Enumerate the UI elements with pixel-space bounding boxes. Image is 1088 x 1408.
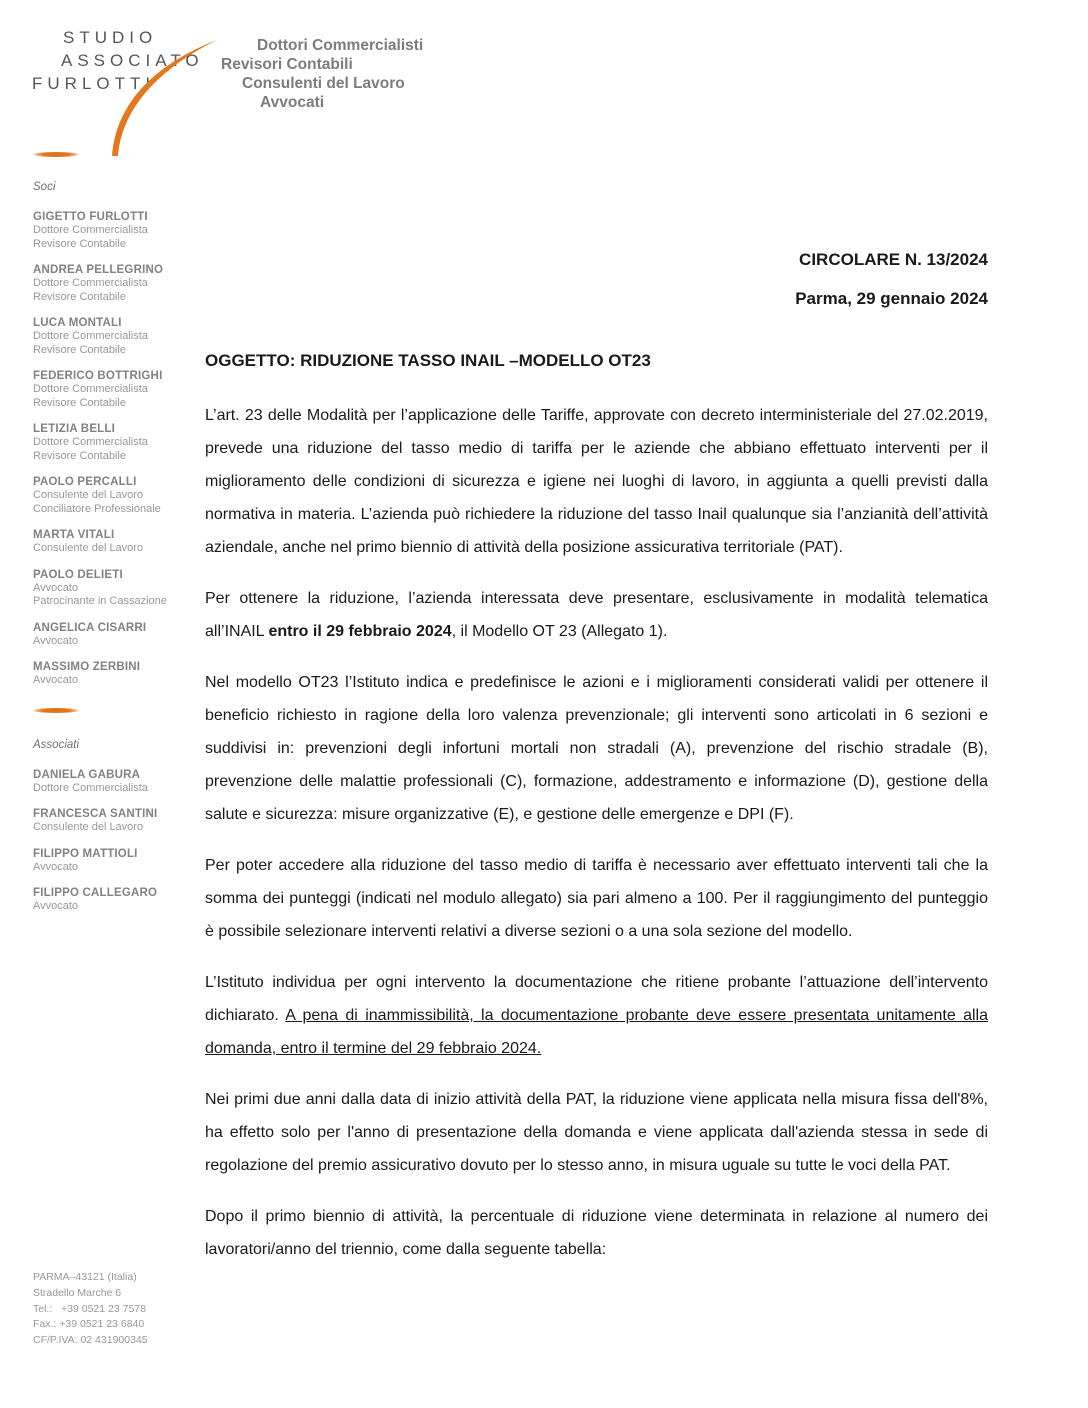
service-line: Avvocati — [260, 94, 325, 111]
member-name: PAOLO DELIETI — [33, 568, 123, 581]
member-role: Conciliatore Professionale — [33, 502, 161, 515]
member-role: Avvocato — [33, 581, 79, 594]
sidebar-member — [33, 660, 198, 688]
sidebar-member — [33, 422, 198, 463]
orange-divider — [33, 152, 79, 157]
sidebar-member — [33, 768, 198, 796]
member-role: Revisore Contabile — [33, 449, 126, 462]
member-name: ANDREA PELLEGRINO — [33, 264, 164, 276]
logo-line: STUDIO — [63, 28, 158, 47]
swoosh-path — [112, 40, 217, 156]
text-segment: , il Modello OT 23 (Allegato 1). — [451, 623, 668, 640]
paragraph — [205, 966, 988, 1065]
member-role: Avvocato — [33, 674, 79, 686]
sidebar-member — [33, 369, 198, 410]
sidebar-member — [33, 210, 198, 251]
member-name: FILIPPO MATTIOLI — [33, 847, 138, 860]
member-role: Revisore Contabile — [33, 237, 126, 250]
sidebar-member — [33, 621, 198, 649]
logo-swoosh-icon — [107, 34, 222, 162]
member-role: Revisore Contabile — [33, 343, 126, 356]
sidebar-member — [33, 847, 198, 875]
address-line: Tel.: +39 0521 23 7578 — [33, 1302, 146, 1315]
member-name: GIGETTO FURLOTTI — [33, 211, 148, 223]
member-name: LETIZIA BELLI — [33, 423, 116, 435]
sidebar-member — [33, 528, 198, 556]
sidebar-member — [33, 475, 198, 516]
member-name: LUCA MONTALI — [33, 317, 122, 329]
orange-divider — [33, 708, 79, 713]
paragraph — [205, 1200, 988, 1266]
studio-logo — [32, 26, 232, 95]
address-line: PARMA–43121 (Italia) — [33, 1271, 137, 1283]
text-segment: L’Istituto individua per ogni intervento la documentazione che ritiene probante l’attuazione dell’intervento dichiarato. — [205, 974, 988, 1024]
member-role: Consulente del Lavoro — [33, 489, 144, 501]
paragraph — [205, 849, 988, 948]
member-name: ANGELICA CISARRI — [33, 621, 147, 634]
member-name: DANIELA GABURA — [33, 768, 141, 781]
member-name: FEDERICO BOTTRIGHI — [33, 370, 163, 382]
letter-body — [205, 250, 988, 1284]
member-role: Dottore Commercialista — [33, 330, 148, 342]
sidebar-member — [33, 568, 198, 609]
associati-list — [33, 768, 198, 914]
member-name: MARTA VITALI — [33, 529, 115, 541]
sidebar-member — [33, 316, 198, 357]
member-role: Consulente del Lavoro — [33, 821, 144, 833]
member-name: FILIPPO CALLEGARO — [33, 887, 158, 899]
text-segment: Nel modello OT23 l’Istituto indica e predefinisce le azioni e i miglioramenti considerati validi per ottenere il beneficio richiesto in ragione della loro valenza prevenzionale; gli interventi sono articolati in 6 sezioni e suddivisi in: prevenzioni degli infortuni mortali non stradali (A), prevenzione del rischio stradale (B), prevenzione delle malattie professionali (C), formazione, addestramento e informazione (D), gestione della salute e sicurezza: misure organizzative (E), e gestione delle emergenze e DPI (F). — [205, 674, 988, 823]
member-name: FRANCESCA SANTINI — [33, 808, 158, 820]
address-line: Fax.: +39 0521 23 6840 — [33, 1318, 145, 1331]
address-line: Stradello Marche 6 — [33, 1286, 122, 1299]
member-role: Dottore Commercialista — [33, 436, 148, 448]
text-segment: Per ottenere la riduzione, l’azienda interessata deve presentare, esclusivamente in modalità telematica all’INAIL — [205, 590, 988, 640]
paragraphs — [205, 399, 988, 1266]
subject-line: OGGETTO: RIDUZIONE TASSO INAIL –MODELLO OT23 — [205, 351, 651, 370]
text-segment: A pena di inammissibilità, la documentazione probante deve essere presentata unitamente alla domanda, entro il termine del 29 febbraio 2024. — [205, 1007, 988, 1057]
date-line: Parma, 29 gennaio 2024 — [795, 289, 988, 308]
paragraph — [205, 582, 988, 648]
soci-list — [33, 210, 198, 688]
services-list — [221, 36, 423, 112]
member-role: Dottore Commercialista — [33, 224, 148, 236]
text-segment: entro il 29 febbraio 2024 — [268, 623, 452, 640]
member-role: Revisore Contabile — [33, 396, 126, 409]
text-segment: Per poter accedere alla riduzione del tasso medio di tariffa è necessario aver effettuato interventi tali che la somma dei punteggi (indicati nel modulo allegato) sia pari almeno a 100. Per il raggiungimento del punteggio è possibile selezionare interventi relativi a diverse sezioni o a una sola sezione del modello. — [205, 857, 988, 940]
paragraph — [205, 666, 988, 831]
member-role: Dottore Commercialista — [33, 277, 148, 289]
paragraph — [205, 399, 988, 564]
member-role: Consulente del Lavoro — [33, 542, 144, 554]
sidebar — [33, 152, 198, 926]
text-segment: Dopo il primo biennio di attività, la percentuale di riduzione viene determinata in relazione al numero dei lavoratori/anno del triennio, come dalla seguente tabella: — [205, 1208, 988, 1258]
sidebar-member — [33, 886, 198, 914]
member-role: Avvocato — [33, 860, 79, 873]
associati-label: Associati — [33, 738, 80, 751]
sidebar-member — [33, 263, 198, 304]
address-line: CF/P.IVA: 02 431900345 — [33, 1334, 148, 1347]
logo-line: FURLOTTI — [32, 74, 156, 93]
service-line: Dottori Commercialisti — [257, 37, 424, 54]
soci-label: Soci — [33, 181, 56, 193]
service-line: Revisori Contabili — [221, 56, 353, 73]
member-name: MASSIMO ZERBINI — [33, 661, 141, 673]
office-address — [33, 1270, 148, 1349]
circular-number: CIRCOLARE N. 13/2024 — [799, 250, 988, 269]
sidebar-member — [33, 807, 198, 835]
member-role: Revisore Contabile — [33, 290, 126, 303]
text-segment: L’art. 23 delle Modalità per l’applicazione delle Tariffe, approvate con decreto interministeriale del 27.02.2019, prevede una riduzione del tasso medio di tariffa per le aziende che abbiano effettuato interventi per il miglioramento delle condizioni di sicurezza e igiene nei luoghi di lavoro, in aggiunta a quelli previsti dalla normativa in materia. L’azienda può richiedere la riduzione del tasso Inail qualunque sia l’anzianità dell’attività aziendale, anche nel primo biennio di attività della posizione assicurativa territoriale (PAT). — [205, 407, 988, 556]
paragraph — [205, 1083, 988, 1182]
member-role: Dottore Commercialista — [33, 781, 148, 794]
member-role: Dottore Commercialista — [33, 383, 148, 395]
logo-line: ASSOCIATO — [61, 51, 204, 70]
text-segment: Nei primi due anni dalla data di inizio attività della PAT, la riduzione viene applicata nella misura fissa dell'8%, ha effetto solo per l'anno di presentazione della domanda e viene applicata dall'azienda stessa in sede di regolazione del premio assicurativo dovuto per lo stesso anno, in misura uguale su tutte le voci della PAT. — [205, 1091, 988, 1174]
member-role: Patrocinante in Cassazione — [33, 595, 167, 607]
member-role: Avvocato — [33, 634, 79, 647]
member-role: Avvocato — [33, 900, 79, 912]
member-name: PAOLO PERCALLI — [33, 476, 137, 488]
service-line: Consulenti del Lavoro — [242, 75, 405, 92]
